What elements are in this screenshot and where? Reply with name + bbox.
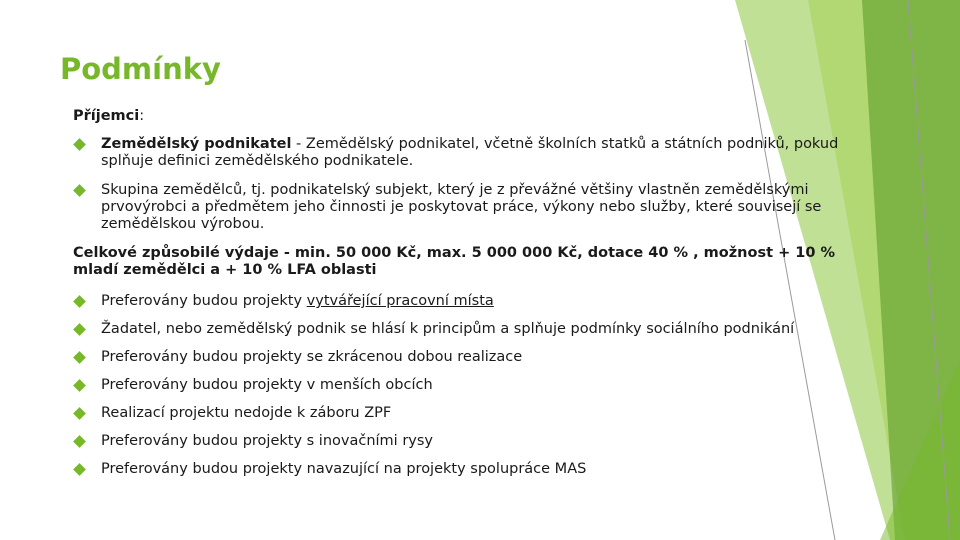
eligible-costs-text: Celkové způsobilé výdaje - min. 50 000 Kč, max. 5 000 000 Kč, dotace 40 % , možnost + 10 % mladí zemědělci a + 10 % LFA oblasti — [73, 245, 836, 278]
slide-title: Podmínky — [60, 52, 221, 86]
list-item — [73, 405, 873, 422]
list-item — [73, 136, 873, 170]
preference-text: Preferovány budou projekty — [101, 293, 307, 309]
recipients-label — [73, 108, 873, 125]
list-item — [73, 461, 873, 478]
list-item — [73, 377, 873, 394]
recipient-text: - Zemědělský podnikatel, včetně školních statků a státních podniků, pokud splňuje definici zemědělského podnikatele. — [101, 136, 839, 169]
diamond-bullet-icon — [73, 463, 86, 476]
recipient-bold-label: Zemědělský podnikatel — [101, 136, 292, 152]
preference-text: Žadatel, nebo zemědělský podnik se hlásí k principům a splňuje podmínky sociálního podnikání — [101, 321, 795, 337]
diamond-bullet-icon — [73, 138, 86, 151]
diamond-bullet-icon — [73, 435, 86, 448]
preference-text: Preferovány budou projekty se zkrácenou dobou realizace — [101, 349, 523, 365]
diamond-bullet-icon — [73, 379, 86, 392]
preference-text: Preferovány budou projekty s inovačními rysy — [101, 433, 433, 449]
recipients-list — [73, 136, 873, 233]
preference-text: Preferovány budou projekty v menších obcích — [101, 377, 433, 393]
diamond-bullet-icon — [73, 295, 86, 308]
recipient-text: Skupina zemědělců, tj. podnikatelský subjekt, který je z převážné většiny vlastněn zemědělskými prvovýrobci a předmětem jeho činnosti je poskytovat práce, výkony nebo služby, které souvisejí se zemědělskou výrobou. — [101, 182, 822, 232]
list-item — [73, 433, 873, 450]
preference-text: Preferovány budou projekty navazující na projekty spolupráce MAS — [101, 461, 587, 477]
list-item — [73, 321, 873, 338]
list-item — [73, 349, 873, 366]
slide-content — [73, 108, 873, 489]
recipients-label-colon: : — [139, 108, 145, 124]
preference-text: Realizací projektu nedojde k záboru ZPF — [101, 405, 392, 421]
diamond-bullet-icon — [73, 184, 86, 197]
recipients-label-text: Příjemci — [73, 108, 140, 124]
diamond-bullet-icon — [73, 351, 86, 364]
diamond-bullet-icon — [73, 407, 86, 420]
preference-underlined-text: vytvářející pracovní místa — [306, 293, 494, 309]
preferences-list — [73, 293, 873, 478]
list-item — [73, 293, 873, 310]
list-item — [73, 182, 873, 233]
diamond-bullet-icon — [73, 323, 86, 336]
